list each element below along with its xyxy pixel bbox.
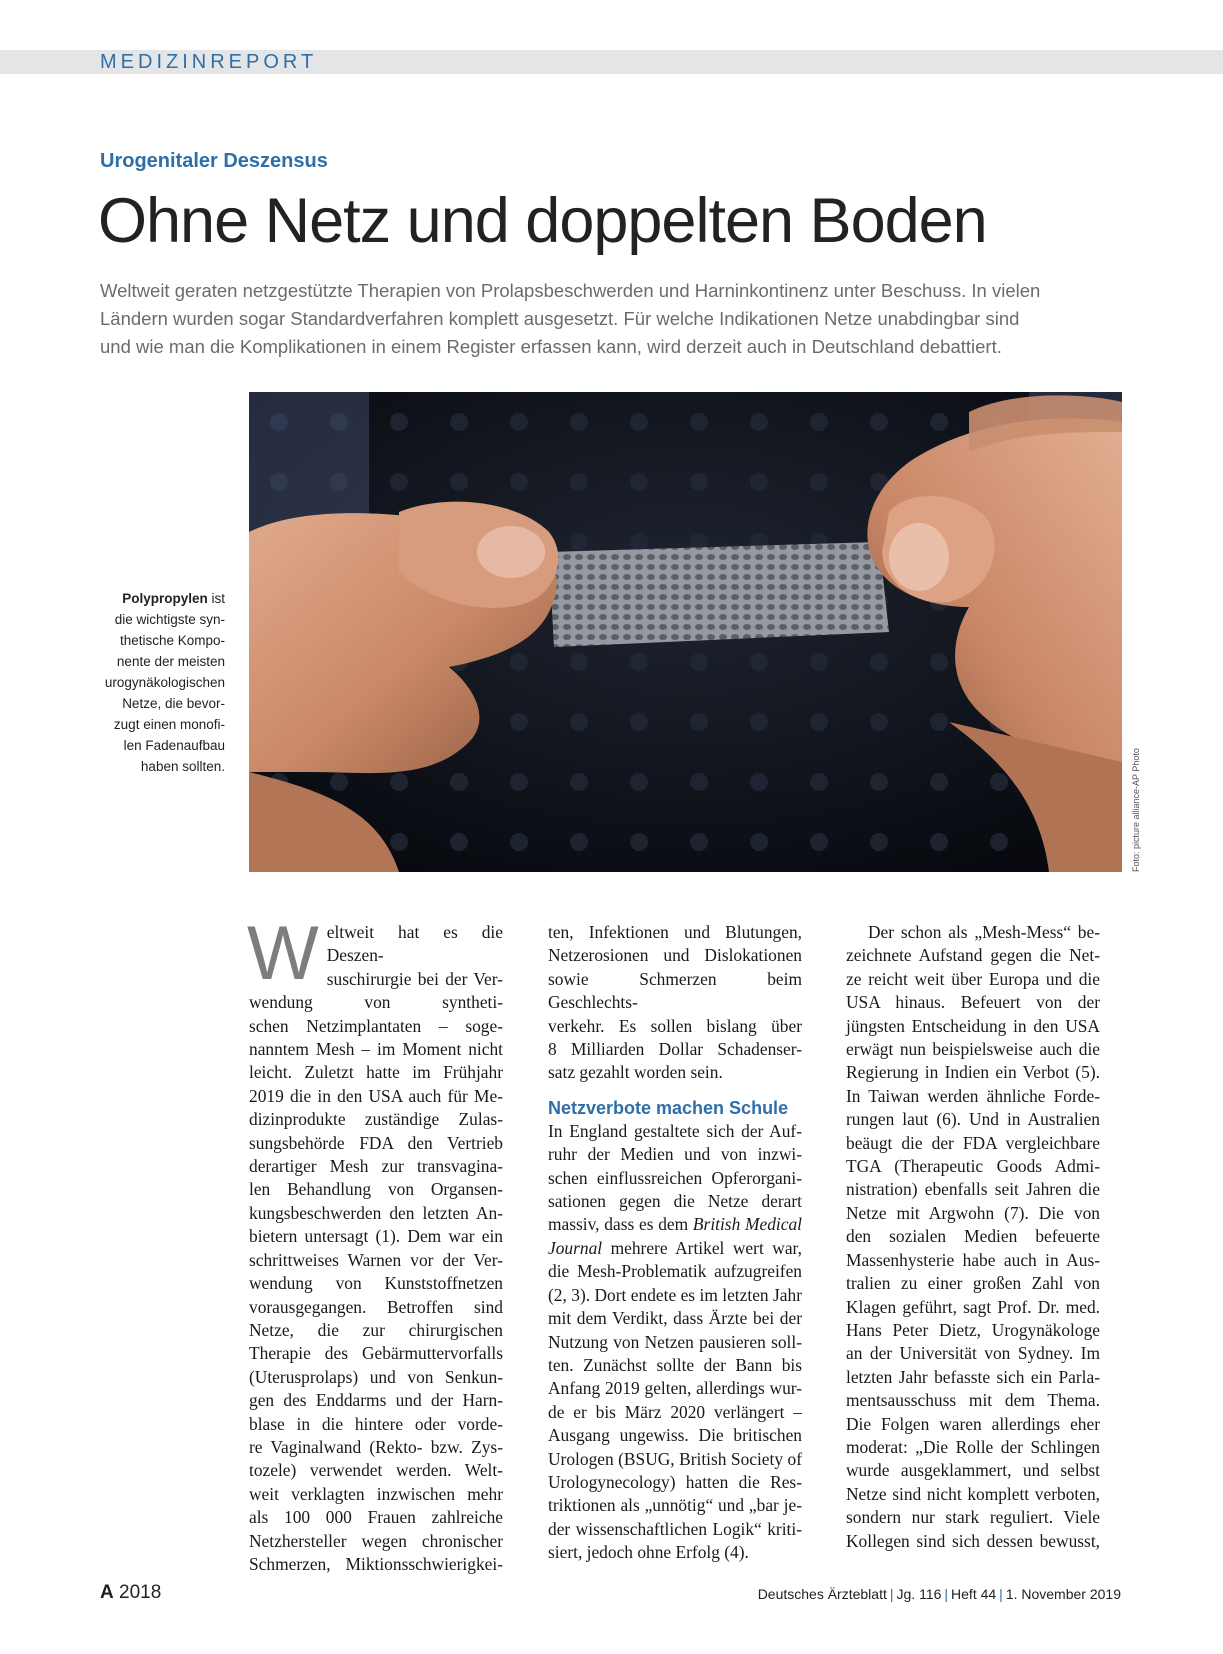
text-line: rungen laut (6). Und in Australien [846,1109,1100,1130]
text-line: In Taiwan werden ähnliche Forde- [846,1085,1100,1106]
article-kicker: Urogenitaler Deszensus [100,150,328,172]
text-line: Nutzung von Netzen pausieren soll- [548,1331,802,1352]
section-subhead: Netzverbote machen Schule [548,1097,789,1118]
body-column-3 [846,921,1100,1553]
text-line: zeichnete Aufstand gegen die Net- [846,945,1100,966]
article-headline: Ohne Netz und doppelten Boden [98,186,987,256]
text-line: tozele) verwendet werden. Welt- [249,1460,503,1481]
text-line: vorausgegangen. Betroffen sind [249,1296,503,1317]
caption-line: haben sollten. [140,759,225,774]
text-line: gen des Enddarms und der Harn- [249,1390,503,1411]
section-label: MEDIZINREPORT [100,51,318,73]
text-line: beäugt die der FDA vergleichbare [846,1132,1100,1153]
text-line: jüngsten Entscheidung in den USA [846,1015,1100,1036]
caption-line: urogynäkologischen [104,675,225,690]
caption-line: len Fadenaufbau [123,738,225,753]
text-line: ten. Zunächst sollte der Bann bis [548,1354,802,1375]
page-prefix: A [100,1582,114,1603]
caption-line: thetische Kompo- [119,633,225,648]
teaser-line: Weltweit geraten netzgestützte Therapien von Prolapsbeschwerden und Harninkontinenz unter Beschuss. In vielen [100,280,1041,301]
text-line: erwägt nun beispielsweise auch die [846,1039,1100,1060]
text-line: Netze, die zur chirurgischen [249,1319,503,1340]
text-line: schen einflussreichen Opferorgani- [548,1167,802,1188]
text-line: derartiger Mesh zur transvagina- [249,1156,503,1177]
teaser-line: Ländern wurden sogar Standardverfahren komplett ausgesetzt. Für welche Indikationen Netze unabdingbar sind [100,308,1020,329]
text-line: Ausgang ungewiss. Die britischen [548,1425,802,1446]
text-line: mentsausschuss mit dem Thema. [846,1390,1100,1411]
text-line: eltweit hat es die Deszen- [326,922,503,966]
text-line: triktionen als „unnötig“ und „bar je- [548,1495,802,1516]
text-line: mit dem Verdikt, dass Ärzte bei der [548,1308,802,1329]
text-line: Schmerzen, Miktionsschwierigkei- [249,1553,503,1574]
text-line: sationen gegen die Netze derart [548,1191,802,1212]
column-2-lines-bottom [548,1120,802,1565]
caption-line: die wichtigste syn- [114,612,225,627]
text-line: dizinprodukte zuständige Zulas- [249,1109,503,1130]
text-line: Klagen geführt, sagt Prof. Dr. med. [846,1296,1100,1317]
text-line: Netze sind nicht komplett verboten, [846,1483,1100,1504]
caption-line [90,588,225,609]
caption-line: Netze, die bevor- [122,696,225,711]
journal-name: Deutsches Ärzteblatt [757,1586,887,1602]
text-line: TGA (Therapeutic Goods Admi- [846,1156,1100,1177]
text-line: sondern nur stark reguliert. Viele [846,1507,1100,1528]
body-column-2 [548,921,802,1565]
text-line: tralien zu einer großen Zahl von [846,1273,1100,1294]
text-line: weit verklagten inzwischen mehr [249,1483,503,1504]
journal-date: 1. November 2019 [1005,1586,1121,1602]
text-line: suschirurgie bei der Ver- [326,968,503,989]
text-line: 2019 die in den USA auch für Me- [249,1085,503,1106]
text-line: Urologynecology) hatten die Res- [548,1471,802,1492]
text-line: In England gestaltete sich der Auf- [548,1120,802,1141]
column-1-lines [247,911,503,1576]
text-line: moderat: „Die Rolle der Schlingen [846,1436,1100,1457]
caption-bold: Polypropylen [122,591,208,606]
column-2-lines-top [548,921,802,1085]
caption-line: zugt einen monofi- [113,717,225,732]
text-line: Journal mehrere Artikel wert war, [548,1237,802,1258]
text-line: an der Universität von Sydney. Im [846,1343,1100,1364]
text-line: 8 Milliarden Dollar Schadenser- [548,1039,802,1060]
text-line: verkehr. Es sollen bislang über [548,1015,802,1036]
text-line: massiv, dass es dem British Medical [548,1214,802,1235]
text-line: Massenhysterie habe auch in Aus- [846,1249,1100,1270]
body-column-1 [247,911,503,1576]
text-line: satz gezahlt worden sein. [548,1062,723,1083]
text-line: ze reicht weit über Europa und die [846,968,1100,989]
text-line: leicht. Zuletzt hatte im Frühjahr [249,1062,503,1083]
text-line: schen Netzimplantaten – soge- [249,1015,503,1036]
column-3-lines [846,921,1100,1553]
text-line: Netzerosionen und Dislokationen [548,945,802,966]
text-line: siert, jedoch ohne Erfolg (4). [548,1542,749,1563]
text-line: sowie Schmerzen beim Geschlechts- [548,968,802,1013]
text-line: nanntem Mesh – im Moment nicht [249,1039,503,1060]
text-line: als 100 000 Frauen zahlreiche [249,1507,503,1528]
text-line: den sozialen Medien befeuerte [846,1226,1100,1247]
teaser-line: und wie man die Komplikationen in einem Register erfassen kann, wird derzeit auch in Deutschland debattiert. [100,336,1002,357]
caption-line: nente der meisten [116,654,225,669]
text-line: Therapie des Gebärmuttervorfalls [249,1343,503,1364]
caption-line-rest: ist [207,591,225,606]
text-line: wendung von Kunststoffnetzen [249,1273,503,1294]
page-number [100,1582,161,1604]
text-line: Hans Peter Dietz, Urogynäkologe [846,1319,1100,1340]
mesh-photo-illustration [249,392,1122,872]
text-line: Netzhersteller wegen chronischer [249,1530,503,1551]
text-line: ruhr der Medien und von inzwi- [548,1144,802,1165]
text-line: de er bis März 2020 verlängert – [548,1401,802,1422]
text-line: Regierung in Indien ein Verbot (5). [846,1062,1100,1083]
text-line: Anfang 2019 gelten, allerdings wur- [548,1378,802,1399]
text-line: kungsbeschwerden den letzten An- [249,1202,503,1223]
text-line: nistration) ebenfalls seit Jahren die [846,1179,1100,1200]
article-teaser [100,277,1140,361]
text-line: (2, 3). Dort endete es im letzten Jahr [548,1284,802,1305]
text-line: USA hinaus. Befeuert von der [846,992,1100,1013]
text-line: Urologen (BSUG, British Society of [548,1448,802,1469]
text-line: (Uterusprolaps) und von Senkun- [249,1366,503,1387]
text-line: len Behandlung von Organsen- [249,1179,503,1200]
text-line: Netze mit Argwohn (7). Die von [846,1202,1100,1223]
journal-issue: Heft 44 [951,1586,997,1602]
text-line: blase in die hintere oder vorde- [249,1413,503,1434]
text-line: Der schon als „Mesh-Mess“ be- [868,922,1100,942]
text-line: Kollegen sind sich dessen bewusst, [846,1530,1100,1551]
text-line: die Mesh-Problematik aufzugreifen [548,1261,802,1282]
mesh-photo [249,392,1122,872]
text-line: re Vaginalwand (Rekto- bzw. Zys- [249,1436,503,1457]
text-line: wendung von syntheti- [249,992,503,1013]
text-line: sungsbehörde FDA den Vertrieb [249,1132,503,1153]
photo-caption [90,588,225,777]
text-line: ten, Infektionen und Blutungen, [548,922,802,942]
journal-footer: Deutsches Ärzteblatt | Jg. 116 | Heft 44 | 1. November 2019 [757,1586,1121,1602]
photo-credit: Foto: picture alliance-AP Photo [1131,748,1141,872]
text-line: schrittweises Warnen vor der Ver- [249,1249,503,1270]
text-line: letzten Jahr befasste sich ein Parla- [846,1366,1100,1387]
drop-cap: W [247,911,319,996]
journal-volume: Jg. 116 [896,1586,942,1602]
text-line: bietern untersagt (1). Dem war ein [249,1226,503,1247]
page-number-value: 2018 [119,1582,162,1603]
text-line: wurde ausgeklammert, und selbst [846,1460,1100,1481]
text-line: Die Folgen waren allerdings eher [846,1413,1100,1434]
text-line: der wissenschaftlichen Logik“ kriti- [548,1518,802,1539]
